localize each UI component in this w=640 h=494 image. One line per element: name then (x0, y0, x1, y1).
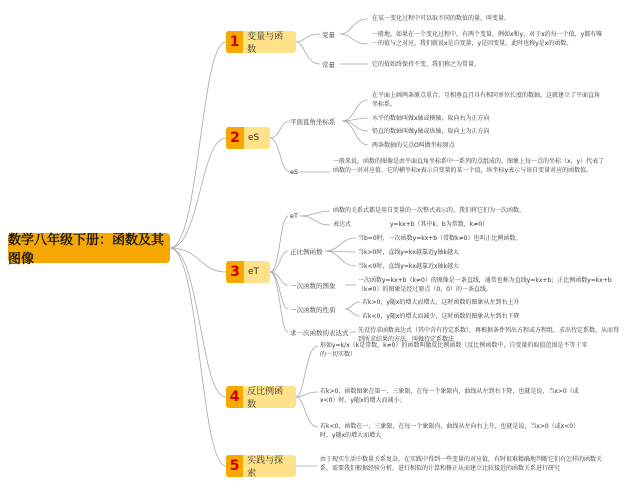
leaf-coordinate-system: 在平面上画两条原点重合、互相垂直且具有相同单位长度的数轴，这就建立了平面直角坐标系。 (372, 92, 601, 108)
leaf-undetermined-coefficients: 先设待求函数表达式（其中含有待定系数），再根据条件列出方程或方程组，求出待定系数，从而得到所求结果的方法，叫做待定系数法 (358, 327, 620, 343)
leaf-function-graph: 一般来说，函数的图像是由平面直角坐标系中一系列的点组成的。图象上每一点的坐标（x，y）代表了函数的一对对应值，它的横坐标x表示自变量的某一个值，纵坐标y表示与该自变量对应的函数值。 (333, 158, 605, 174)
branch-number-5: 5 (226, 455, 243, 477)
branch-number-4: 4 (226, 386, 243, 408)
leaf-decreasing: 若k<0，y随x的增大而减少，这时函数的图象从左到右下降 (362, 313, 520, 320)
leaf-variable-definition: 在某一变化过程中可以取不同的数值的量，叫变量。 (372, 15, 511, 22)
leaf-k-negative: 当k<0时，直线y=kx越靠近x轴k越大 (358, 263, 459, 270)
leaf-practice-description: 由于现实生活中数量关系复杂，在实践中得到一些变量的对应值，有时很难精确地判断它们有怎样的函数关系，需要我们根据经验分析，进行相似的计算和修正从而建立比较接近的函数关系进行研究 (320, 456, 603, 472)
branch-es[interactable] (226, 127, 270, 149)
leaf-expression-formula: y=kx+b（其中k、b为常数，k≠0） (390, 221, 489, 228)
branch-label: 实践与探索 (247, 456, 284, 479)
branch-variables-and-functions[interactable] (226, 31, 296, 53)
leaf-x-axis: 水平的数轴叫做x轴或横轴，取向右为正方向 (372, 115, 490, 122)
leaf-k-positive: 当k>0时，直线y=kx越靠近y轴k越大 (358, 249, 459, 256)
subtopic-et[interactable]: eT (290, 212, 298, 220)
leaf-linear-graph: 一次函数y=kx+b（k≠0）的图像是一条直线，通常也称为直线y=kx+b；正比例函数y=kx+b（k≠0）的图象是经过原点（0，0）的一条直线。 (358, 277, 612, 293)
leaf-inverse-k-positive: 若k>0，函数图象在第一、三象限，在每一个象限内，曲线从左到右下降，也就是说，当x>0（或x<0）时，y随x的增大而减小； (320, 388, 579, 404)
subtopic-variable[interactable]: 变量 (322, 31, 335, 39)
subtopic-constant[interactable]: 常量 (322, 61, 335, 69)
subtopic-linear-graph[interactable]: 一次函数的图象 (290, 282, 336, 290)
subtopic-coordinate-system[interactable]: 平面直角坐标系 (290, 118, 336, 126)
subtopic-es[interactable]: eS (290, 168, 299, 176)
leaf-inverse-definition: 形如y=k/x（k是常数，k≠0）的函数叫做反比例函数（反比例函数中，自变量的取值范围是不等于零的一切实数） (320, 342, 588, 358)
branch-label: eS (248, 133, 260, 143)
leaf-origin: 两条数轴的交点O叫做坐标原点 (372, 142, 455, 149)
leaf-y-axis: 铅直的数轴叫做y轴或纵轴，取向上为正方向 (372, 128, 490, 135)
leaf-constant-definition: 它的值始终保持不变，我们称之为常量。 (372, 61, 481, 68)
leaf-linear-definition: 函数的关系式都是用自变量的一次整式表示的，我们将它们为一次函数。 (333, 207, 526, 214)
leaf-b-zero: 当b=0时，一次函数y=kx+b（常数k≠0）也叫正比例函数。 (358, 235, 522, 242)
branch-number-1: 1 (226, 31, 243, 53)
leaf-inverse-k-negative: 若k<0，函数在一、三象限，在每一个象限内，曲线从左向右上升，也就是说，当x>0（或x<0）时，y随x的增大而增大 (320, 423, 580, 439)
leaf-increasing: 若k>0，y随x的增大而增大，这时函数的图象从左到右上升 (362, 299, 520, 306)
branch-practice-and-exploration[interactable] (226, 455, 296, 477)
subtopic-direct-proportion[interactable]: 正比例函数 (290, 248, 323, 256)
branch-label: eT (248, 267, 260, 277)
branch-number-3: 3 (226, 261, 244, 283)
subtopic-linear-properties[interactable]: 一次函数的性质 (290, 306, 336, 314)
leaf-function-definition: 一般地，如果在一个变化过程中，有两个变量，例如x和y，对于x的每一个值，y都有唯一的值与之对应，我们就说x是自变量，y是因变量，此时也称y是x的函数。 (372, 31, 603, 47)
branch-label: 反比例函数 (247, 387, 284, 410)
branch-number-2: 2 (226, 127, 244, 149)
branch-inverse-proportion[interactable] (226, 386, 296, 408)
root-topic[interactable]: 数学八年级下册：函数及其图像 (8, 233, 170, 263)
leaf-expression-label: 表达式 (333, 221, 352, 228)
subtopic-linear-expression[interactable]: 求一次函数的表达式 (290, 329, 349, 337)
branch-et[interactable] (226, 261, 270, 283)
branch-label: 变量与函数 (247, 32, 284, 55)
